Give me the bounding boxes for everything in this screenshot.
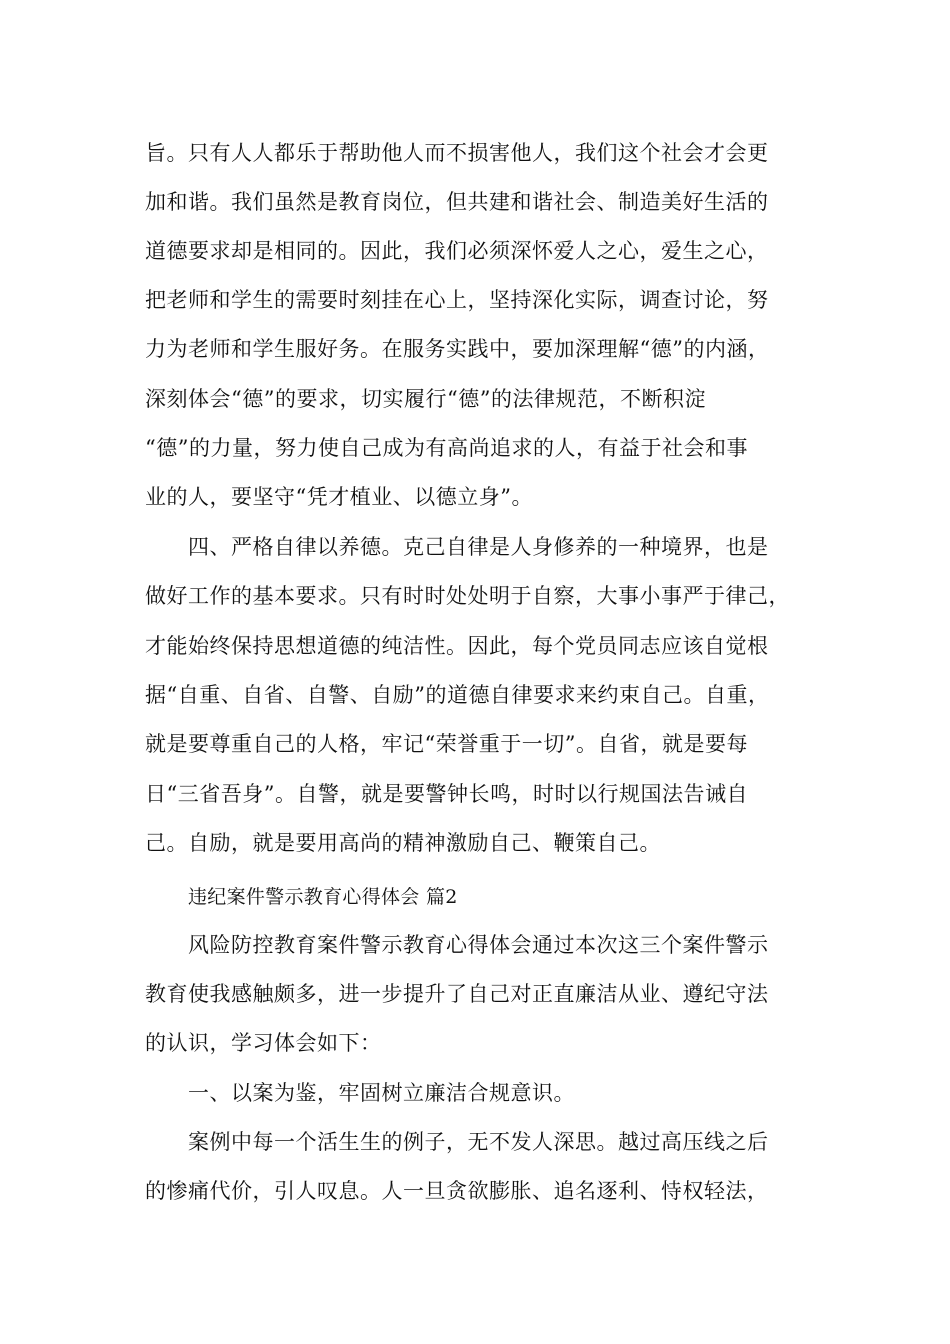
text-line-6: 深刻体会“德”的要求，切实履行“德”的法律规范，不断积淀 (145, 387, 706, 411)
paragraph-4-heading-line: 四、严格自律以养德。克己自律是人身修养的一种境界，也是 (188, 535, 769, 559)
text-line-7: “德”的力量，努力使自己成为有高尚追求的人，有益于社会和事 (145, 436, 748, 460)
text-line-3: 道德要求却是相同的。因此，我们必须深怀爱人之心，爱生之心， (145, 239, 769, 263)
text-line-8: 业的人，要坚守“凭才植业、以德立身”。 (145, 485, 533, 509)
text-line-12: 据“自重、自省、自警、自励”的道德自律要求来约束自己。自重， (145, 683, 770, 707)
text-line-4: 把老师和学生的需要时刻挂在心上，坚持深化实际，调查讨论，努 (145, 288, 769, 312)
text-line-19: 的认识，学习体会如下： (145, 1031, 382, 1055)
text-line-10: 做好工作的基本要求。只有时时处处明于自察，大事小事严于律己， (145, 584, 790, 608)
text-line-11: 才能始终保持思想道德的纯洁性。因此，每个党员同志应该自觉根 (145, 634, 769, 658)
text-line-17: 风险防控教育案件警示教育心得体会通过本次这三个案件警示 (188, 933, 769, 957)
text-line-21: 案例中每一个活生生的例子，无不发人深思。越过高压线之后 (188, 1130, 769, 1154)
text-line-2: 加和谐。我们虽然是教育岗位，但共建和谐社会、制造美好生活的 (145, 190, 769, 214)
text-line-5: 力为老师和学生服好务。在服务实践中，要加深理解“德”的内涵， (145, 337, 770, 361)
text-line-1: 旨。只有人人都乐于帮助他人而不损害他人，我们这个社会才会更 (145, 141, 769, 165)
text-line-18: 教育使我感触颇多，进一步提升了自己对正直廉洁从业、遵纪守法 (145, 982, 769, 1006)
section-heading: 违纪案件警示教育心得体会 篇2 (188, 886, 458, 908)
text-line-13: 就是要尊重自己的人格，牢记“荣誉重于一切”。自省，就是要每 (145, 732, 748, 756)
text-line-15: 己。自励，就是要用高尚的精神激励自己、鞭策自己。 (145, 831, 661, 855)
text-line-22: 的惨痛代价，引人叹息。人一旦贪欲膨胀、追名逐利、恃权轻法， (145, 1179, 769, 1203)
text-line-14: 日“三省吾身”。自警，就是要警钟长鸣，时时以行规国法告诫自 (145, 782, 748, 806)
subheading-line: 一、以案为鉴，牢固树立廉洁合规意识。 (188, 1081, 575, 1105)
